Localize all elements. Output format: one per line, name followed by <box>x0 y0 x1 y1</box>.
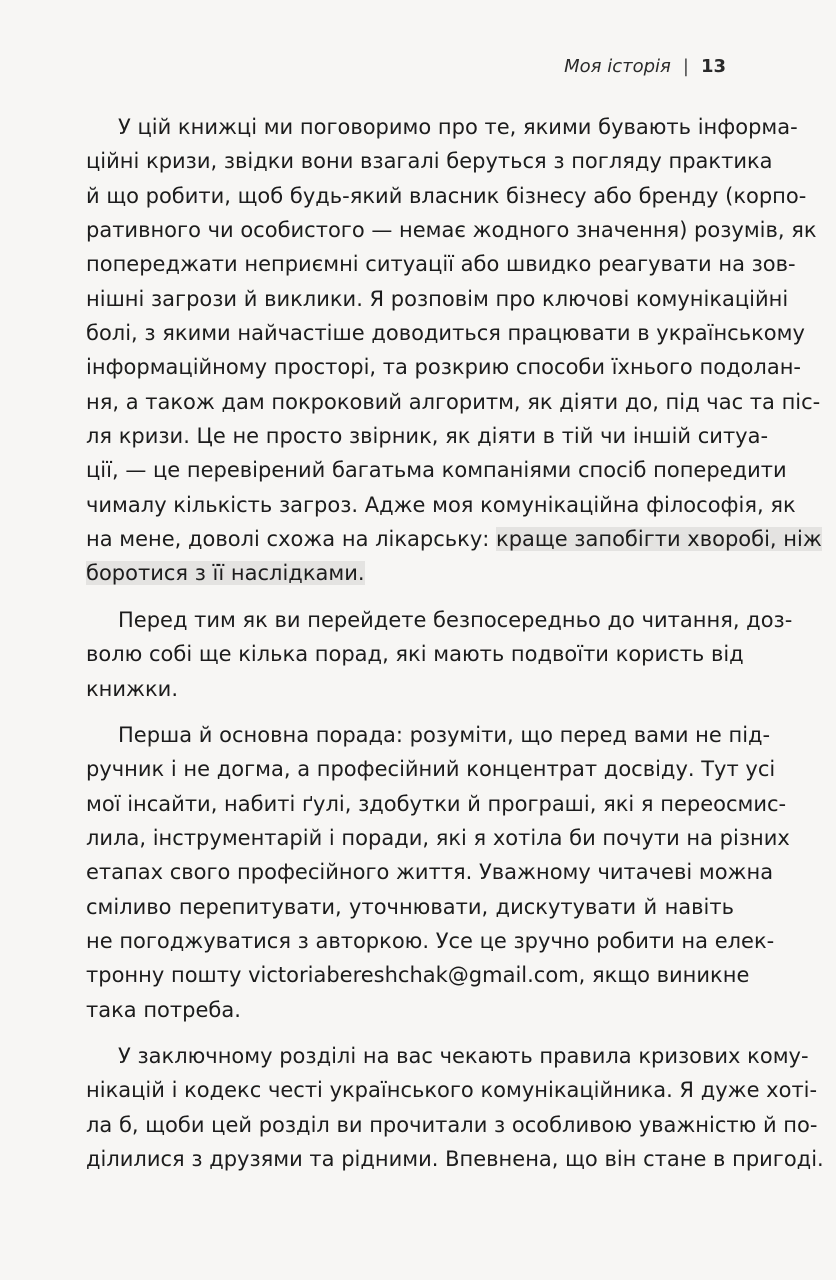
text-line: болі, з якими найчастіше доводиться працювати в українському <box>86 321 805 346</box>
text-line: ративного чи особистого — немає жодного значення) розумів, як <box>86 218 817 243</box>
body-text <box>86 110 824 1176</box>
text-line: ня, а також дам покроковий алгоритм, як діяти до, під час та піс- <box>86 389 821 414</box>
highlighted-text: краще запобігти хворобі, ніж <box>496 527 822 552</box>
text-line: книжки. <box>86 676 178 701</box>
paragraph-4 <box>86 1039 824 1176</box>
text-line: сміливо перепитувати, уточнювати, дискутувати й навіть <box>86 894 734 919</box>
header-separator: | <box>682 56 689 77</box>
text-line: Перед тим як ви перейдете безпосередньо до читання, доз- <box>118 607 793 632</box>
text-line <box>86 556 734 590</box>
highlighted-text: боротися з її наслідками. <box>86 561 365 586</box>
text-line: інформаційному просторі, та розкрию способи їхнього подолан- <box>86 355 802 380</box>
paragraph-1 <box>86 110 822 591</box>
text-plain: на мене, доволі схожа на лікарську: <box>86 527 497 552</box>
text-line: така потреба. <box>86 997 241 1022</box>
text-line: У цій книжці ми поговоримо про те, якими бувають інформа- <box>118 115 798 139</box>
text-line: попереджати неприємні ситуації або швидко реагувати на зов- <box>86 252 796 277</box>
text-line: нікацій і кодекс честі українського комунікаційника. Я дуже хоті- <box>86 1078 818 1103</box>
text-line: волю собі ще кілька порад, які мають подвоїти користь від <box>86 642 744 667</box>
text-line: мої інсайти, набиті ґулі, здобутки й програші, які я переосмис- <box>86 791 787 816</box>
text-line: не погоджуватися з авторкою. Усе це зручно робити на елек- <box>86 928 775 953</box>
text-line: Перша й основна порада: розуміти, що перед вами не під- <box>118 722 771 747</box>
text-line: ля кризи. Це не просто звірник, як діяти в тій чи іншій ситуа- <box>86 424 769 449</box>
text-line: ділилися з друзями та рідними. Впевнена, що він стане в пригоді. <box>86 1146 824 1171</box>
paragraph-2 <box>86 603 793 706</box>
section-title: Моя історія <box>564 56 671 77</box>
text-line: У заключному розділі на вас чекають правила кризових кому- <box>118 1043 809 1068</box>
text-line: нішні загрози й виклики. Я розповім про ключові комунікаційні <box>86 286 789 311</box>
text-line: ручник і не догма, а професійний концентрат досвіду. Тут усі <box>86 757 776 782</box>
text-line: етапах свого професійного життя. Уважному читачеві можна <box>86 860 774 885</box>
text-line: лила, інструментарій і поради, які я хотіла би почути на різних <box>86 825 790 850</box>
text-line: ції, — це перевірений багатьма компаніями спосіб попередити <box>86 458 787 483</box>
page-number: 13 <box>700 56 726 77</box>
text-line: й що робити, щоб будь-який власник бізнесу або бренду (корпо- <box>86 183 807 208</box>
text-line <box>86 522 822 556</box>
text-line: ла б, щоби цей розділ ви прочитали з особливою уважністю й по- <box>86 1112 818 1137</box>
text-line: чималу кількість загроз. Адже моя комунікаційна філософія, як <box>86 492 796 517</box>
text-line: ційні кризи, звідки вони взагалі беруться з погляду практика <box>86 149 773 174</box>
paragraph-3 <box>86 718 790 1027</box>
text-line: тронну пошту victoriabereshchak@gmail.com, якщо виникне <box>86 963 750 988</box>
running-head <box>564 56 726 77</box>
